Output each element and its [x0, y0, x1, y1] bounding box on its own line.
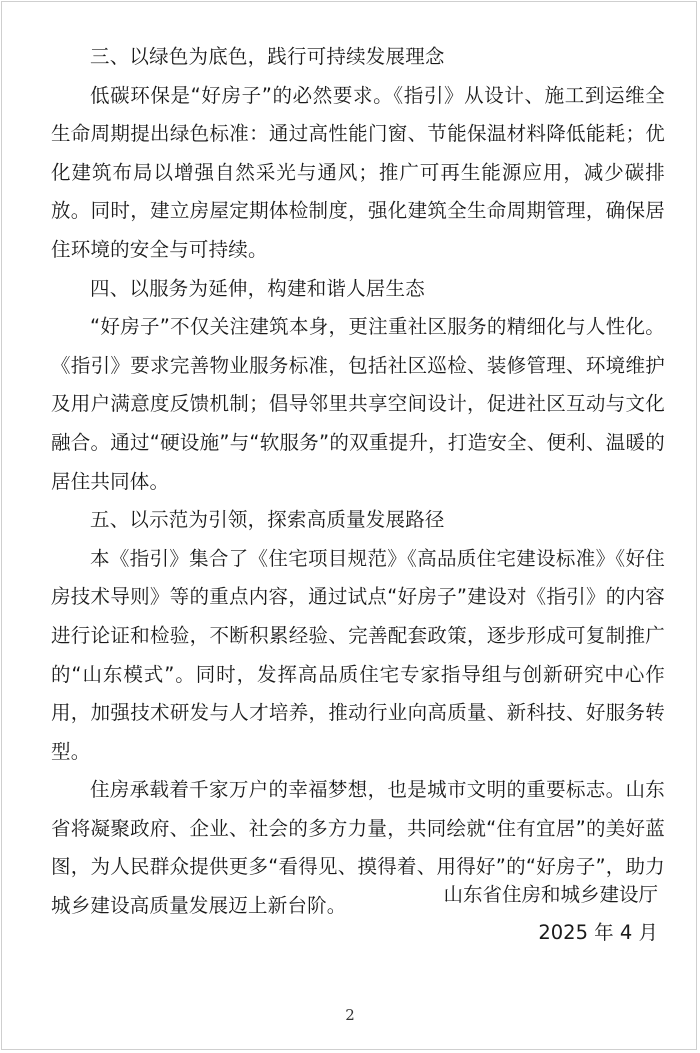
signature-block: [443, 876, 658, 952]
page-number: 2: [345, 1006, 355, 1024]
section-heading-3: 三、以绿色为底色，践行可持续发展理念: [90, 45, 445, 68]
section-5-paragraph: 本《指引》集合了《住宅项目规范》《高品质住宅建设标准》《好住房技术导则》等的重点内容，通过试点“好房子”建设对《指引》的内容进行论证和检验，不断积累经验、完善配套政策，逐步形成可复制推广的“山东模式”。同时，发挥高品质住宅专家指导组与创新研究中心作用，加强技术研发与人才培养，推动行业向高质量、新科技、好服务转型。: [51, 546, 665, 763]
issue-date: 2025 年 4 月: [538, 921, 658, 944]
section-heading-4: 四、以服务为延伸，构建和谐人居生态: [90, 276, 425, 300]
document-body: [51, 38, 665, 926]
section-3-paragraph: 低碳环保是“好房子”的必然要求。《指引》从设计、施工到运维全生命周期提出绿色标准：通过高性能门窗、节能保温材料降低能耗；优化建筑布局以增强自然采光与通风；推广可再生能源应用，减少碳排放。同时，建立房屋定期体检制度，强化建筑全生命周期管理，确保居住环境的安全与可持续。: [51, 83, 665, 261]
section-4-paragraph: “好房子”不仅关注建筑本身，更注重社区服务的精细化与人性化。《指引》要求完善物业服务标准，包括社区巡检、装修管理、环境维护及用户满意度反馈机制；倡导邻里共享空间设计，促进社区互动与文化融合。通过“硬设施”与“软服务”的双重提升，打造安全、便利、温暖的居住共同体。: [51, 315, 665, 493]
issuing-organization: 山东省住房和城乡建设厅: [443, 883, 658, 906]
section-heading-5: 五、以示范为引领，探索高质量发展路径: [90, 508, 445, 532]
closing-paragraph: 住房承载着千家万户的幸福梦想，也是城市文明的重要标志。山东省将凝聚政府、企业、社会的多方力量，共同绘就“住有宜居”的美好蓝图，为人民群众提供更多“看得见、摸得着、用得好”的“好房子”，助力城乡建设高质量发展迈上新台阶。: [51, 778, 665, 918]
